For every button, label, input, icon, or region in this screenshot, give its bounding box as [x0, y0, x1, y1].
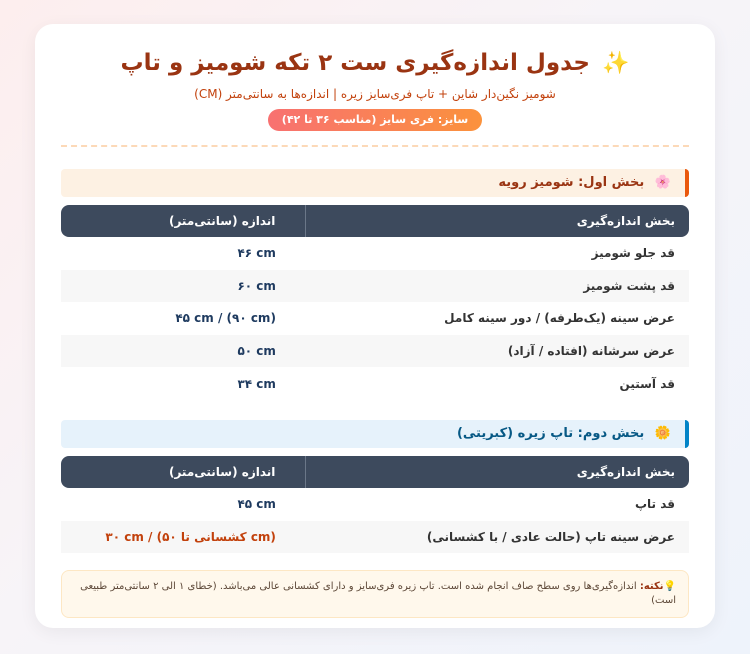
row-part-label: قد آستین	[619, 376, 675, 391]
row-part-label: عرض سینه (یک‌طرفه) / دور سینه کامل	[444, 311, 675, 326]
column-header-part: بخش اندازه‌گیری	[306, 456, 689, 488]
table-row	[61, 237, 689, 270]
page-title-text: جدول اندازه‌گیری ست ۲ تکه شومیز و تاپ	[120, 50, 591, 76]
note-box	[61, 570, 689, 618]
table-row	[61, 335, 689, 368]
table-row	[61, 521, 689, 554]
header	[61, 24, 689, 131]
row-part-label: قد جلو شومیز	[591, 246, 675, 261]
column-header-part: بخش اندازه‌گیری	[306, 205, 689, 237]
row-part-label: قد پشت شومیز	[306, 270, 689, 303]
note-label: نکته:	[639, 581, 664, 593]
divider	[61, 145, 689, 147]
table-row	[61, 302, 689, 335]
row-size-value: ۳۴ cm	[237, 376, 276, 391]
column-header-size: اندازه (سانتی‌متر)	[61, 456, 306, 488]
blossom-icon: 🌸	[654, 175, 671, 190]
row-part-label: عرض سینه تاپ (حالت عادی / با کشسانی)	[306, 521, 689, 554]
row-size-value: ۵۰ cm	[61, 335, 306, 368]
row-size-value: ۳۰ cm / (کشسانی تا ۵۰ cm)	[61, 521, 306, 554]
section-2-title: بخش دوم: تاپ زیره (کبریتی)	[456, 425, 645, 441]
table-row	[61, 270, 689, 303]
row-size-value: ۴۶ cm	[237, 246, 276, 261]
row-size-value: ۶۰ cm	[61, 270, 306, 303]
note-text: اندازه‌گیری‌ها روی سطح صاف انجام شده است. تاپ زیره فری‌سایز و دارای کشسانی عالی می‌باشد. (خطای ۱ الی ۲ سانتی‌متر طبیعی است)	[80, 581, 676, 607]
blouse-size-table	[61, 205, 689, 400]
top-size-table	[61, 456, 689, 553]
row-size-value: ۴۵ cm / (۹۰ cm)	[175, 311, 276, 326]
sparkles-icon: ✨	[602, 51, 630, 76]
table-row	[61, 488, 689, 521]
section-1-heading	[61, 169, 689, 197]
section-2-heading	[61, 420, 689, 448]
row-part-label: عرض سرشانه (افتاده / آزاد)	[306, 335, 689, 368]
flower-icon: 🌼	[654, 425, 671, 441]
page-subtitle: شومیز نگین‌دار شاین + تاپ فری‌سایز زیره | اندازه‌ها به سانتی‌متر (CM)	[194, 87, 556, 101]
page-title	[61, 46, 689, 81]
table-row	[61, 367, 689, 400]
row-part-label: قد تاپ	[634, 497, 675, 512]
size-badge: سایز: فری سایز (مناسب ۳۶ تا ۴۲)	[268, 109, 482, 131]
lightbulb-icon: 💡	[663, 581, 676, 593]
size-chart-card	[35, 24, 715, 628]
row-size-value: ۴۵ cm	[237, 497, 276, 512]
section-1-title: بخش اول: شومیز رویه	[498, 175, 645, 190]
column-header-size: اندازه (سانتی‌متر)	[61, 205, 306, 237]
